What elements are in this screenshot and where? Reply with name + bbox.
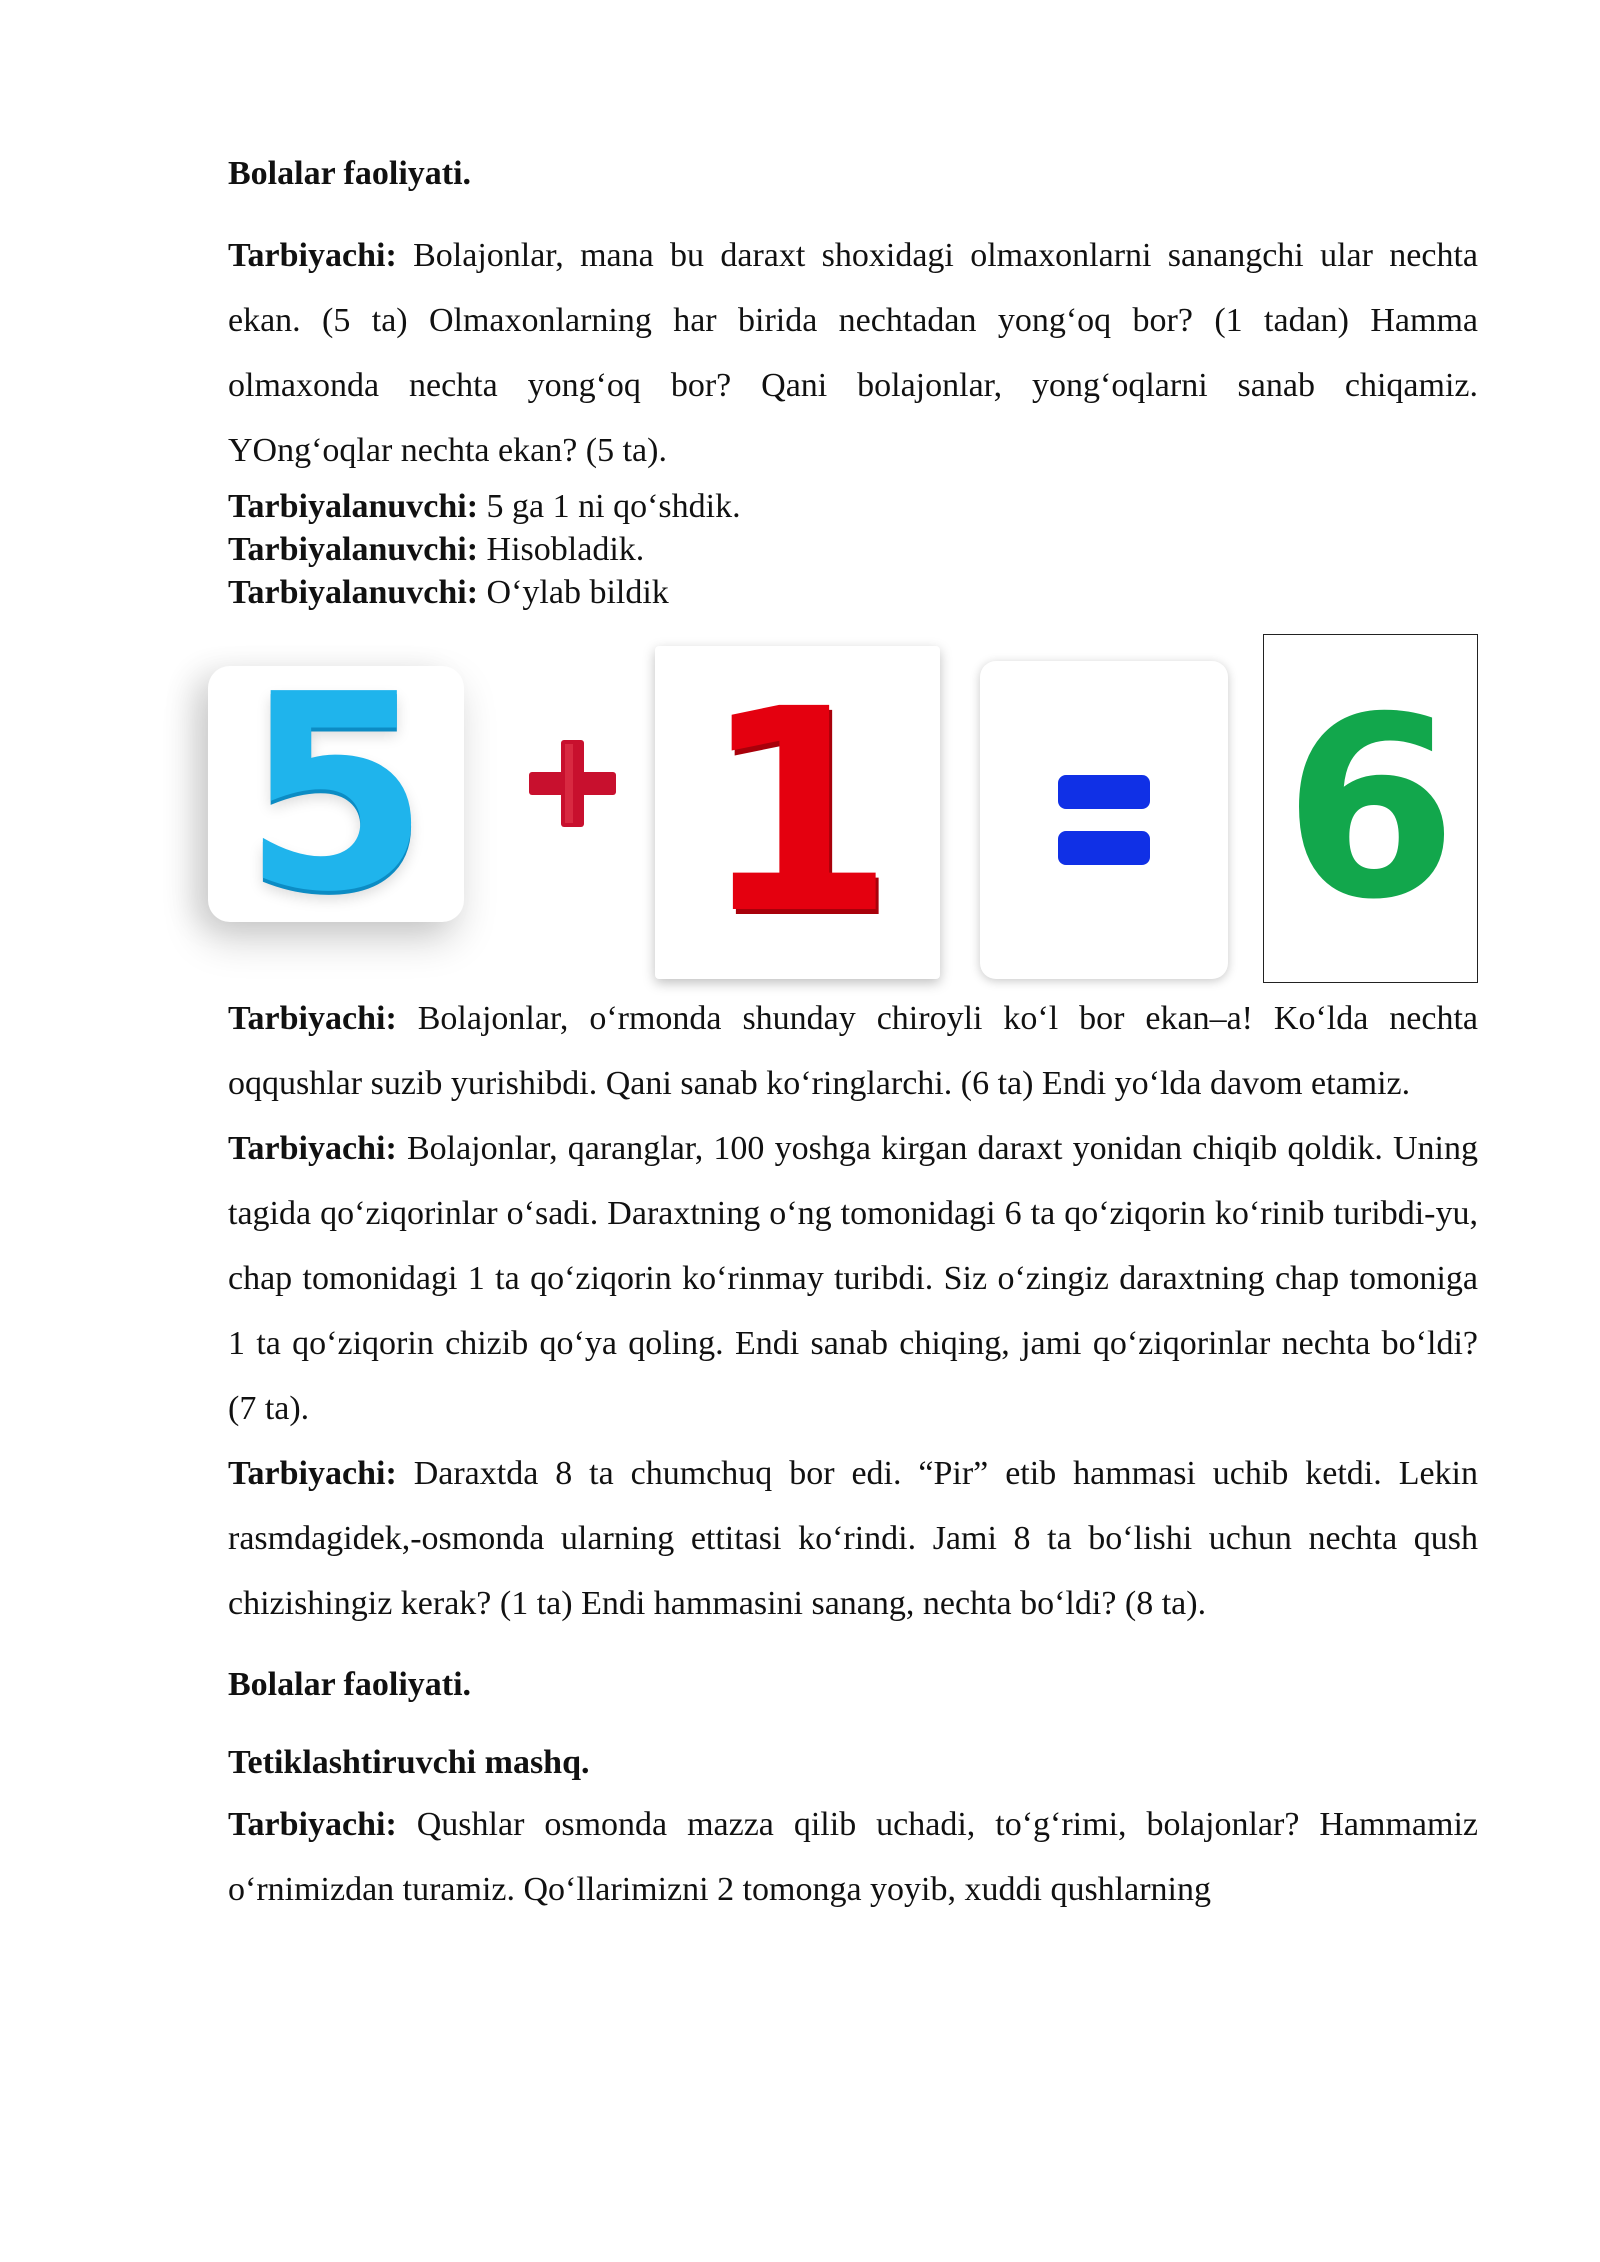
pupil-line-2: [228, 528, 1478, 571]
section-heading-exercise: Tetiklashtiruvchi mashq.: [228, 1744, 590, 1781]
teacher-paragraph-lake: [228, 986, 1478, 1116]
line-text: O‘ylab bildik: [478, 574, 669, 611]
speaker-label: Tarbiyachi:: [228, 1806, 397, 1843]
document-page: [228, 145, 1478, 1922]
equals-icon-bottom-bar: [1058, 831, 1150, 865]
line-text: Hisobladik.: [478, 531, 645, 568]
section-heading-activity-2: Bolalar faoliyati.: [228, 1666, 472, 1703]
pupil-line-3: [228, 571, 1478, 614]
speaker-label: Tarbiyachi:: [228, 237, 397, 274]
speaker-label: Tarbiyachi:: [228, 1130, 397, 1167]
digit-five: 5: [242, 636, 430, 951]
paragraph-text: Bolajonlar, mana bu daraxt shoxidagi olmaxonlarni sanangchi ular nechta ekan. (5 ta) Olmaxonlarning har birida nechtadan yong‘oq bor? (1 tadan) Hamma olmaxonda nechta yong‘oq bor? Qani bolajonlar, yong‘oqlarni sanab chiqamiz. YOng‘oqlar nechta ekan? (5 ta).: [228, 237, 1478, 469]
digit-one: 1: [700, 649, 895, 976]
plus-icon: [525, 736, 620, 831]
speaker-label: Tarbiyalanuvchi:: [228, 488, 479, 525]
paragraph-text: Bolajonlar, qaranglar, 100 yoshga kirgan daraxt yonidan chiqib qoldik. Uning tagida qo‘ziqorinlar o‘sadi. Daraxtning o‘ng tomonidagi 6 ta qo‘ziqorin ko‘rinib turibdi-yu, chap tomonidagi 1 ta qo‘ziqorin ko‘rinmay turibdi. Siz o‘zingiz daraxtning chap tomoniga 1 ta qo‘ziqorin chizib qo‘ya qoling. Endi sanab chiqing, jami qo‘ziqorinlar nechta bo‘ldi? (7 ta).: [228, 1130, 1478, 1427]
number-card-6: [1263, 634, 1478, 983]
number-card-1: [655, 646, 940, 979]
teacher-paragraph-mushrooms: [228, 1116, 1478, 1441]
equals-icon-top-bar: [1058, 775, 1150, 809]
section-heading-activity: Bolalar faoliyati.: [228, 155, 472, 192]
equals-card: [980, 661, 1228, 979]
line-text: 5 ga 1 ni qo‘shdik.: [478, 488, 741, 525]
paragraph-text: Qushlar osmonda mazza qilib uchadi, to‘g‘rimi, bolajonlar? Hammamiz o‘rnimizdan turamiz. Qo‘llarimizni 2 tomonga yoyib, xuddi qushlarning: [228, 1806, 1478, 1908]
digit-six: 6: [1283, 662, 1458, 954]
speaker-label: Tarbiyalanuvchi:: [228, 531, 479, 568]
paragraph-text: Bolajonlar, o‘rmonda shunday chiroyli ko‘l bor ekan–a! Ko‘lda nechta oqqushlar suzib yurishibdi. Qani sanab ko‘ringlarchi. (6 ta) Endi yo‘lda davom etamiz.: [228, 1000, 1478, 1102]
number-card-5: [208, 636, 464, 951]
teacher-paragraph-birds: [228, 1792, 1478, 1922]
pupil-line-1: [228, 485, 1478, 528]
equation-illustration: [0, 626, 1600, 986]
paragraph-text: Daraxtda 8 ta chumchuq bor edi. “Pir” etib hammasi uchib ketdi. Lekin rasmdagidek,-osmonda ularning ettitasi ko‘rindi. Jami 8 ta bo‘lishi uchun nechta qush chizishingiz kerak? (1 ta) Endi hammasini sanang, nechta bo‘ldi? (8 ta).: [228, 1455, 1478, 1622]
speaker-label: Tarbiyalanuvchi:: [228, 574, 479, 611]
teacher-paragraph-squirrels: [228, 223, 1478, 483]
speaker-label: Tarbiyachi:: [228, 1455, 397, 1492]
speaker-label: Tarbiyachi:: [228, 1000, 397, 1037]
teacher-paragraph-sparrows: [228, 1441, 1478, 1636]
